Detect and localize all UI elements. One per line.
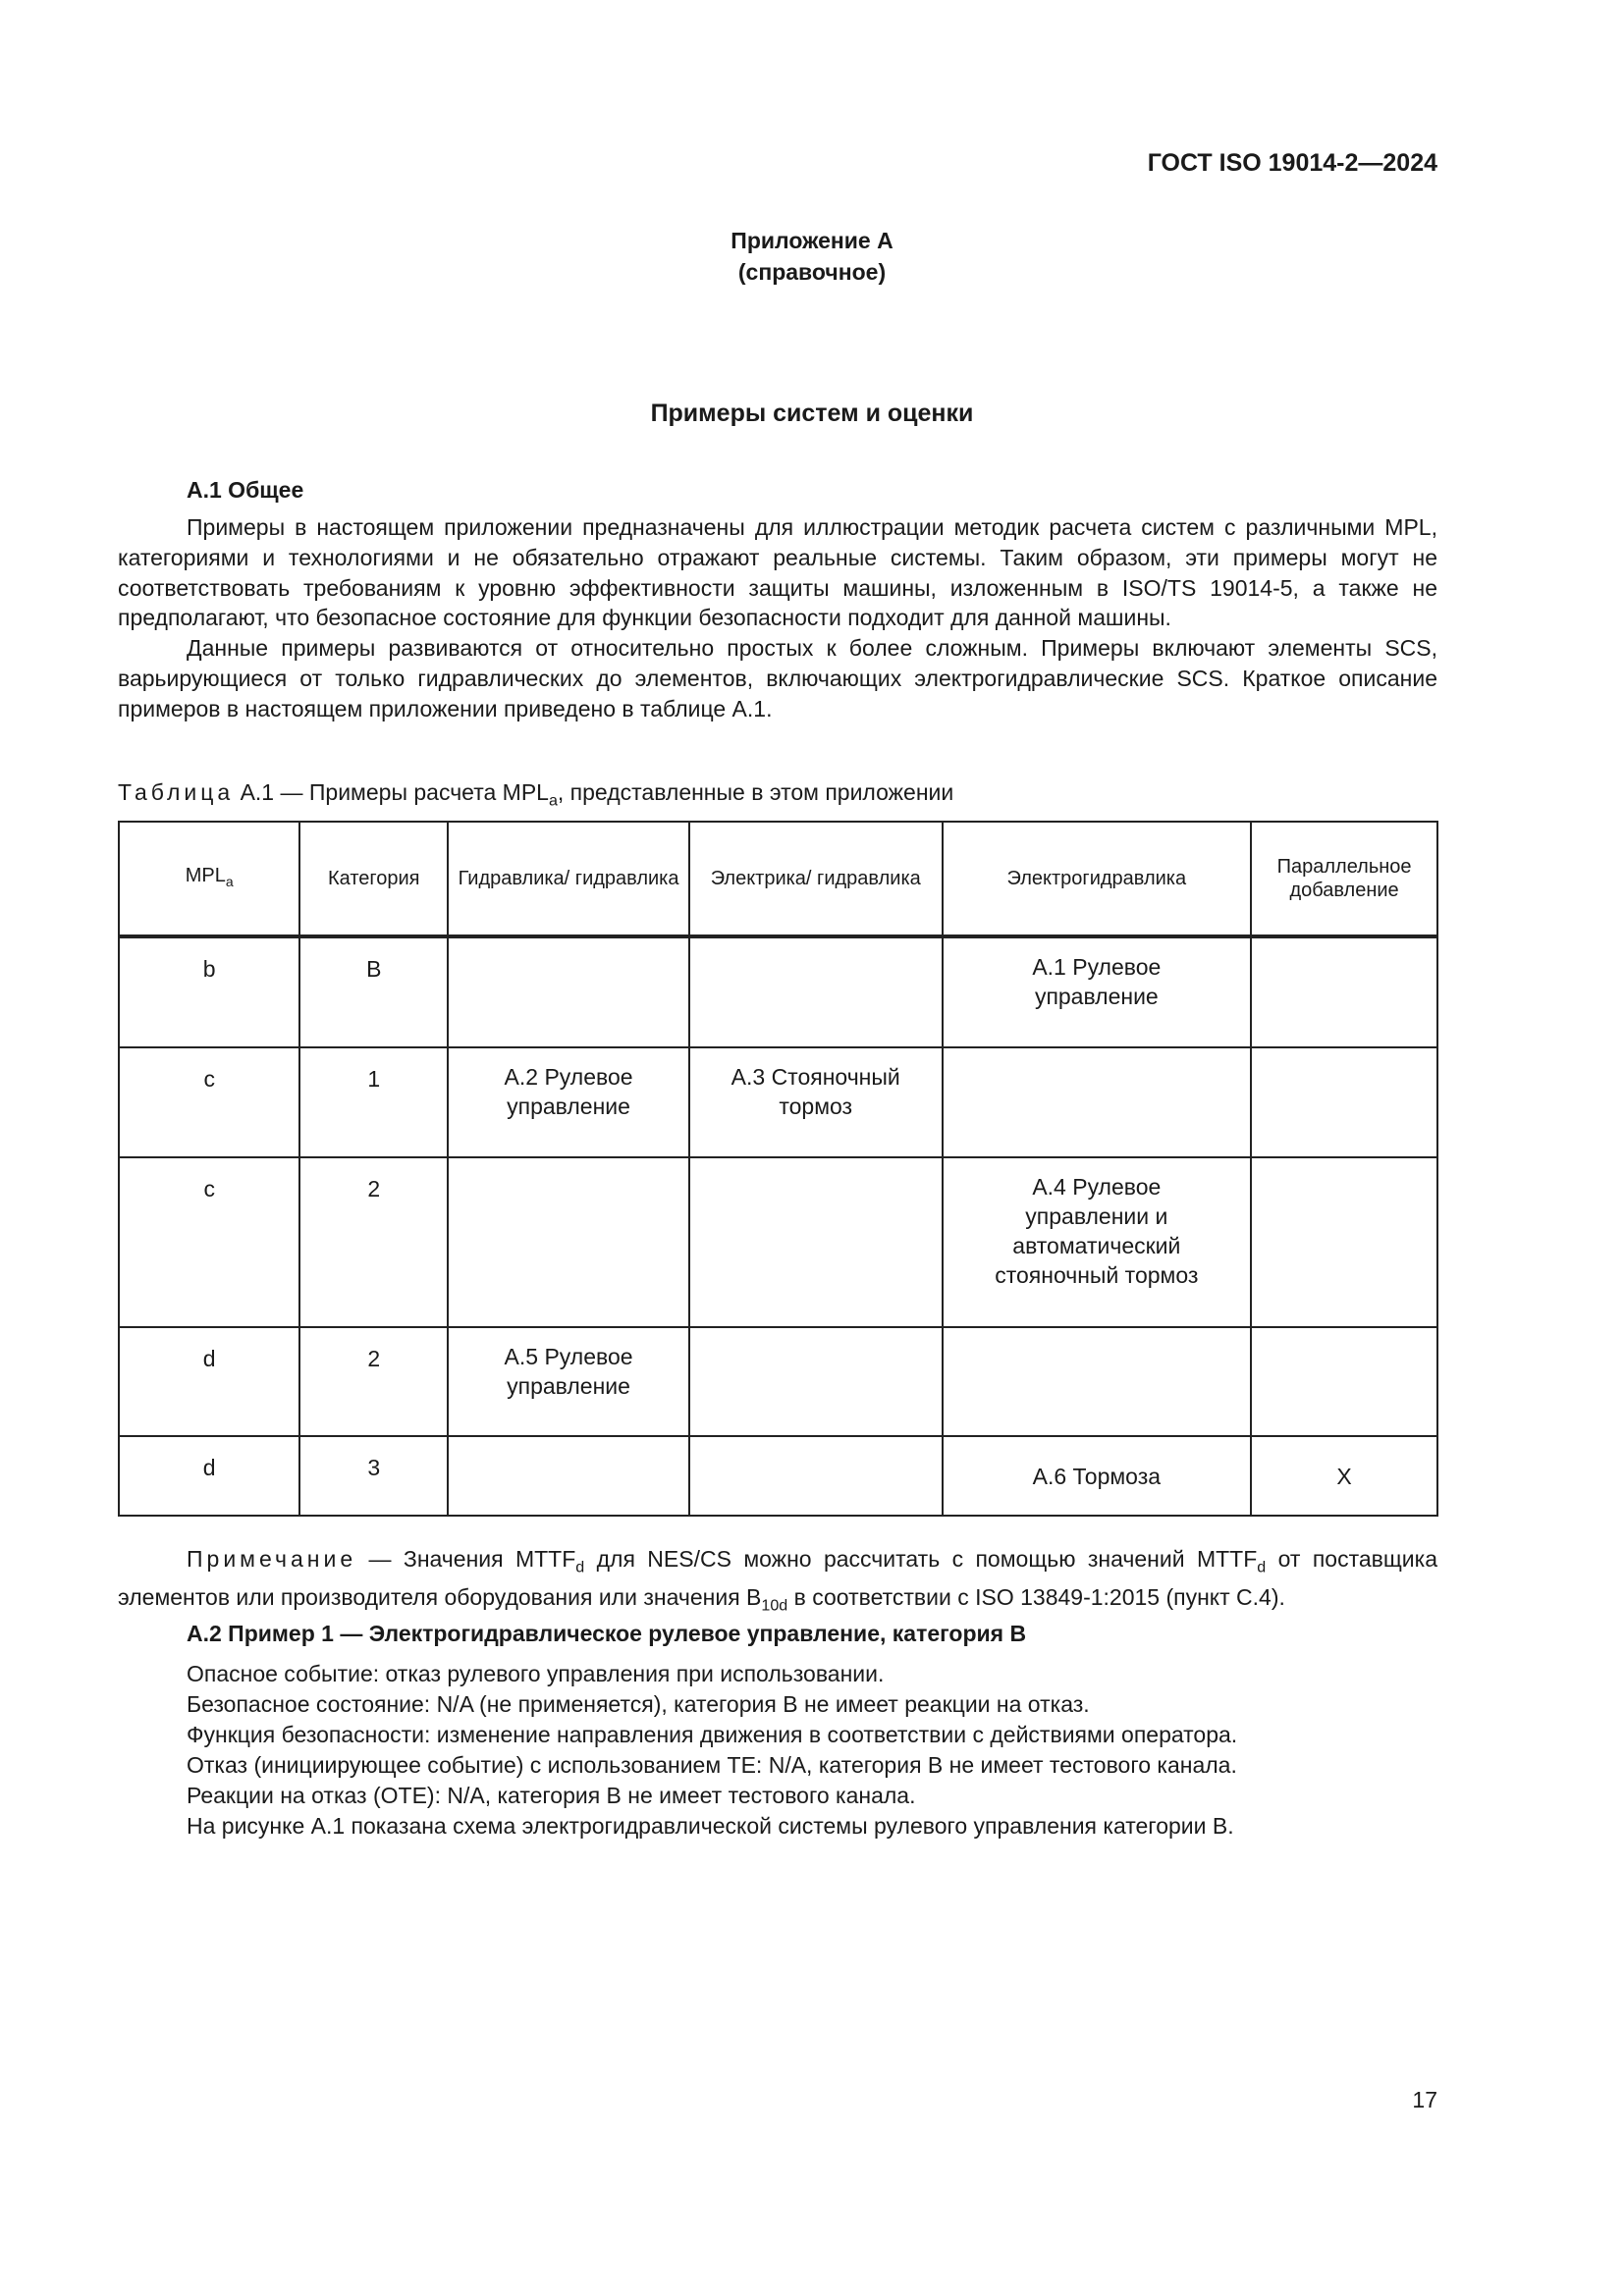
table-cell: 2 — [299, 1327, 448, 1436]
examples-table — [118, 821, 1438, 1517]
table-cell: 1 — [299, 1047, 448, 1157]
table-cell: X — [1251, 1436, 1437, 1516]
table-cell — [448, 936, 689, 1047]
caption-label: Таблица — [118, 779, 235, 805]
table-row — [119, 936, 1437, 1047]
table-cell: d — [119, 1327, 299, 1436]
table-cell: b — [119, 936, 299, 1047]
caption-text-end: , представленные в этом приложении — [557, 779, 954, 805]
header-cell: $MPL_a$ — [119, 822, 299, 936]
header-cell: Электрогидравлика — [943, 822, 1252, 936]
table-cell: А.4 Рулевое управлении и автоматический стояночный тормоз — [943, 1157, 1252, 1327]
appendix-heading: Примеры систем и оценки — [650, 400, 974, 427]
appendix-title: Приложение А — [731, 228, 893, 253]
table-cell: B — [299, 936, 448, 1047]
table-cell: А.5 Рулевое управление — [448, 1327, 689, 1436]
section-a2-heading: А.2 Пример 1 — Электрогидравлическое рулевое управление, категория B — [187, 1621, 1027, 1646]
table-cell: 3 — [299, 1436, 448, 1516]
table-cell: А.1 Рулевое управление — [943, 936, 1252, 1047]
table-row — [119, 1327, 1437, 1436]
section-a2-body — [187, 1659, 1237, 1842]
table-cell — [1251, 1157, 1437, 1327]
table-cell — [689, 1157, 943, 1327]
table-cell: c — [119, 1047, 299, 1157]
header-cell: Электрика/ гидравлика — [689, 822, 943, 936]
table-row — [119, 1157, 1437, 1327]
paragraph: Данные примеры развиваются от относительно простых к более сложным. Примеры включают элементы SCS, варьирующиеся от только гидравлических до элементов, включающих электрогидравлические SCS. Краткое описание примеров в настоящем приложении приведено в таблице А.1. — [118, 635, 1437, 721]
caption-sub: a — [548, 791, 558, 810]
table-cell — [448, 1157, 689, 1327]
table-cell: А.2 Рулевое управление — [448, 1047, 689, 1157]
appendix-subtitle: (справочное) — [737, 259, 887, 285]
table-cell — [943, 1047, 1252, 1157]
table-cell — [448, 1436, 689, 1516]
table-cell — [689, 1436, 943, 1516]
section-a1-heading: А.1 Общее — [187, 477, 304, 503]
table-caption — [118, 779, 953, 811]
text-line: Функция безопасности: изменение направления движения в соответствии с действиями оператора. — [187, 1722, 1238, 1747]
note-label: Примечание — [187, 1546, 357, 1572]
text-line: Реакции на отказ (OTE): N/A, категория B не имеет тестового канала. — [187, 1783, 916, 1808]
paragraph: Примеры в настоящем приложении предназначены для иллюстрации методик расчета систем с различными MPL, категориями и технологиями и не обязательно отражают реальные системы. Таким образом, эти примеры могут не соответствовать требованиям к уровню эффективности защиты машины, изложенным в ISO/TS 19014-5, а также не предполагают, что безопасное состояние для функции безопасности подходит для данной машины. — [118, 514, 1437, 631]
table-cell — [1251, 1327, 1437, 1436]
table-cell: d — [119, 1436, 299, 1516]
table-cell — [1251, 1047, 1437, 1157]
text-line: Опасное событие: отказ рулевого управления при использовании. — [187, 1661, 885, 1686]
table-cell — [689, 1327, 943, 1436]
header-cell: Гидравлика/ гидравлика — [448, 822, 689, 936]
caption-text: А.1 — Примеры расчета MPL — [234, 779, 549, 805]
table-row — [119, 1047, 1437, 1157]
header-cell: Категория — [299, 822, 448, 936]
table-cell: 2 — [299, 1157, 448, 1327]
table-cell: А.3 Стояночный тормоз — [689, 1047, 943, 1157]
table-cell — [1251, 936, 1437, 1047]
text-line: Отказ (инициирующее событие) с использованием TE: N/A, категория B не имеет тестового канала. — [187, 1752, 1237, 1778]
text-line: Безопасное состояние: N/A (не применяется), категория B не имеет реакции на отказ. — [187, 1691, 1090, 1717]
table-cell: А.6 Тормоза — [943, 1436, 1252, 1516]
text-line: На рисунке А.1 показана схема электрогидравлической системы рулевого управления категории B. — [187, 1813, 1234, 1839]
table-row — [119, 1436, 1437, 1516]
header-cell: Параллельное добавление — [1251, 822, 1437, 936]
document-id: ГОСТ ISO 19014-2—2024 — [1147, 149, 1437, 177]
table-cell — [943, 1327, 1252, 1436]
section-a1-body — [118, 512, 1437, 724]
table-cell: c — [119, 1157, 299, 1327]
table-header-row — [119, 822, 1437, 936]
table-cell — [689, 936, 943, 1047]
table-note: Примечание — Значения $MTTF_d$ для NES/CS можно рассчитать с помощью значений $MTTF_d$ от поставщика элементов или производителя оборудования или значения $B_{10d}$ в соответствии с ISO 13849-1:2015 (пункт С.4). — [118, 1546, 1438, 1615]
page-number: 17 — [1412, 2087, 1437, 2112]
